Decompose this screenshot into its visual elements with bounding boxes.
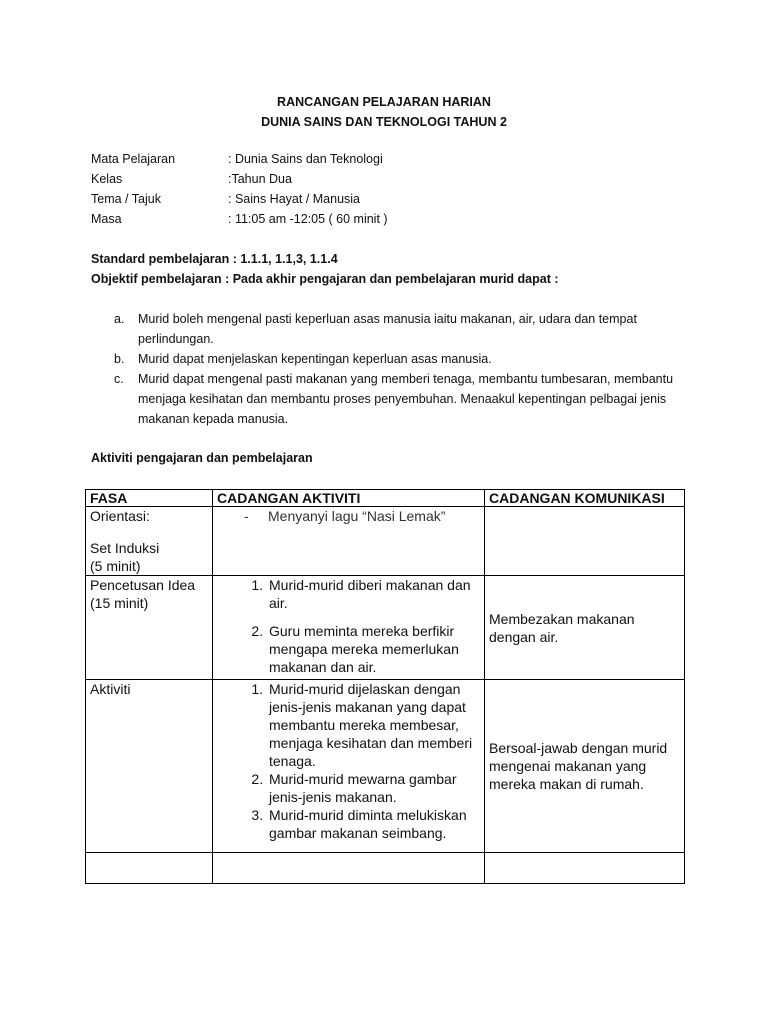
objective-text: Murid dapat mengenal pasti makanan yang memberi tenaga, membantu tumbesaran, membantu menjaga kesihatan dan membantu proses penyembuhan. Menaakul kepentingan pelbagai jenis makanan kepada manusia. bbox=[138, 372, 674, 426]
activity-dash-item bbox=[217, 507, 480, 525]
activity-item: 2. Guru meminta mereka berfikir mengapa mereka memerlukan makanan dan air. bbox=[267, 622, 480, 676]
objective-letter: c. bbox=[114, 372, 124, 386]
meta-value: :Tahun Dua bbox=[228, 172, 292, 186]
activity-item: 2. Murid-murid mewarna gambar jenis-jenis makanan. bbox=[267, 770, 480, 806]
activity-item: 1. Murid-murid dijelaskan dengan jenis-jenis makanan yang dapat membantu mereka membesar, menjaga kesihatan dan memberi tenaga. bbox=[267, 680, 480, 770]
meta-label: Masa bbox=[91, 212, 122, 226]
learning-standards bbox=[91, 249, 559, 289]
objective-item bbox=[114, 349, 684, 369]
header-cadangan-aktiviti: CADANGAN AKTIVITI bbox=[213, 490, 485, 507]
fasa-name: Pencetusan Idea bbox=[90, 577, 196, 593]
standard-line: Standard pembelajaran : 1.1.1, 1.1,3, 1.1.4 bbox=[91, 252, 338, 266]
document-header bbox=[0, 92, 768, 132]
document-title: RANCANGAN PELAJARAN HARIAN bbox=[277, 95, 491, 109]
table-row-orientasi bbox=[86, 507, 685, 576]
fasa-cell bbox=[86, 576, 213, 680]
objective-letter: a. bbox=[114, 312, 125, 326]
objective-text: Murid boleh mengenal pasti keperluan asas manusia iaitu makanan, air, udara dan tempat perlindungan. bbox=[138, 312, 637, 346]
meta-label: Kelas bbox=[91, 172, 123, 186]
activity-cell bbox=[213, 576, 485, 680]
table-row-empty bbox=[86, 853, 685, 884]
objective-item bbox=[114, 369, 684, 429]
meta-label: Tema / Tajuk bbox=[91, 192, 161, 206]
empty-cell bbox=[485, 853, 685, 884]
meta-label: Mata Pelajaran bbox=[91, 152, 176, 166]
activity-list bbox=[217, 576, 480, 676]
activity-cell bbox=[213, 507, 485, 576]
activity-text: Menyanyi lagu “Nasi Lemak” bbox=[268, 508, 446, 524]
meta-row bbox=[91, 189, 388, 209]
objective-item bbox=[114, 309, 684, 349]
fasa-cell bbox=[86, 680, 213, 853]
document-subtitle: DUNIA SAINS DAN TEKNOLOGI TAHUN 2 bbox=[261, 115, 507, 129]
objectives-list bbox=[114, 309, 684, 429]
activity-cell bbox=[213, 680, 485, 853]
objective-text: Murid dapat menjelaskan kepentingan keperluan asas manusia. bbox=[138, 352, 492, 366]
meta-row bbox=[91, 169, 388, 189]
dash-bullet: - bbox=[244, 508, 249, 524]
komunikasi-cell: Bersoal-jawab dengan murid mengenai makanan yang mereka makan di rumah. bbox=[485, 680, 685, 853]
activity-item: 3. Murid-murid diminta melukiskan gambar makanan seimbang. bbox=[267, 806, 480, 842]
activity-item: 1. Murid-murid diberi makanan dan air. bbox=[267, 576, 480, 612]
empty-cell bbox=[213, 853, 485, 884]
meta-value: : Sains Hayat / Manusia bbox=[228, 192, 361, 206]
table-row-pencetusan bbox=[86, 576, 685, 680]
komunikasi-cell bbox=[485, 507, 685, 576]
meta-value: : Dunia Sains dan Teknologi bbox=[228, 152, 383, 166]
fasa-duration: (15 minit) bbox=[90, 595, 149, 611]
header-fasa: FASA bbox=[86, 490, 213, 507]
meta-value: : 11:05 am -12:05 ( 60 minit ) bbox=[228, 212, 388, 226]
table-row-aktiviti bbox=[86, 680, 685, 853]
activities-title: Aktiviti pengajaran dan pembelajaran bbox=[91, 451, 313, 465]
lesson-plan-table bbox=[85, 489, 685, 884]
meta-row bbox=[91, 149, 388, 169]
objective-letter: b. bbox=[114, 352, 125, 366]
fasa-subname: Set Induksi bbox=[90, 540, 160, 556]
objective-intro: Objektif pembelajaran : Pada akhir pengajaran dan pembelajaran murid dapat : bbox=[91, 272, 559, 286]
fasa-cell bbox=[86, 507, 213, 576]
table-header-row bbox=[86, 490, 685, 507]
komunikasi-cell: Membezakan makanan dengan air. bbox=[485, 576, 685, 680]
fasa-duration: (5 minit) bbox=[90, 558, 141, 574]
lesson-meta bbox=[91, 149, 388, 229]
activity-list bbox=[217, 680, 480, 842]
fasa-name: Orientasi: bbox=[90, 508, 150, 524]
header-cadangan-komunikasi: CADANGAN KOMUNIKASI bbox=[485, 490, 685, 507]
fasa-name: Aktiviti bbox=[90, 681, 131, 697]
empty-cell bbox=[86, 853, 213, 884]
meta-row bbox=[91, 209, 388, 229]
